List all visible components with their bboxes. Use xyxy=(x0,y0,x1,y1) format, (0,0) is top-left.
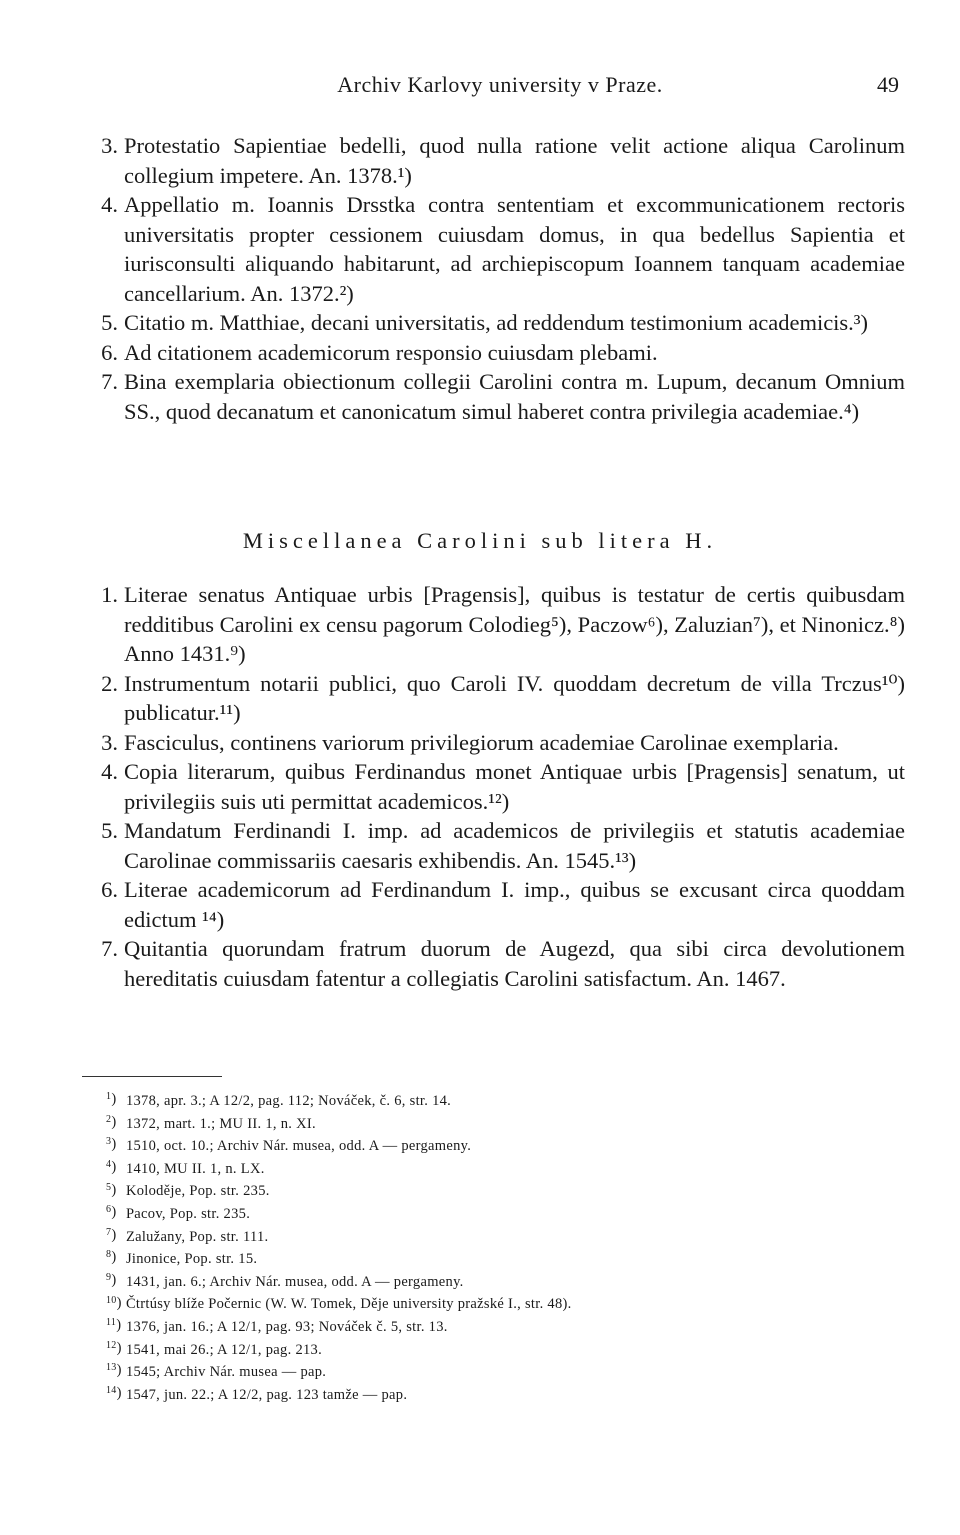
footnote xyxy=(106,1361,906,1384)
archive-entry xyxy=(90,728,905,758)
archive-entry xyxy=(90,131,905,190)
footnote xyxy=(106,1339,906,1362)
entry-text: Mandatum Ferdinandi I. imp. ad academicos de privilegiis et statutis academiae Carolinae commissariis caesaris exhibendis. An. 1545.¹³) xyxy=(124,818,905,873)
archive-entry-list-1 xyxy=(90,131,905,426)
entry-text: Literae senatus Antiquae urbis [Pragensis], quibus is testatur de certis quibusdam redditibus Carolini ex censu pagorum Colodieg⁵), Paczow⁶), Zaluzian⁷), et Ninonicz.⁸) Anno 1431.⁹) xyxy=(124,582,905,666)
footnote xyxy=(106,1248,906,1271)
footnote xyxy=(106,1113,906,1136)
footnote-mark: 3 ) xyxy=(106,1142,122,1144)
entry-text: Ad citationem academicorum responsio cuiusdam plebami. xyxy=(124,339,658,365)
section-heading: Miscellanea Carolini sub litera H. xyxy=(242,528,718,553)
footnote-mark: 10 ) xyxy=(106,1301,122,1303)
footnote-mark: 4 ) xyxy=(106,1165,122,1167)
entry-text: Copia literarum, quibus Ferdinandus monet Antiquae urbis [Pragensis] senatum, ut privilegiis suis uti permittat academicos.¹²) xyxy=(124,759,905,814)
footnote-mark: 2 ) xyxy=(106,1120,122,1122)
archive-entry xyxy=(90,190,905,308)
footnote-text: Zalužany, Pop. str. 111. xyxy=(125,1228,269,1245)
footnote-mark: 14 ) xyxy=(106,1391,122,1393)
archive-entry xyxy=(90,669,905,728)
footnote-text: 1410, MU II. 1, n. LX. xyxy=(125,1160,265,1177)
entry-text: Citatio m. Matthiae, decani universitatis, ad reddendum testimonium academicis.³) xyxy=(124,310,869,335)
footnote xyxy=(106,1226,906,1249)
archive-entry xyxy=(90,367,905,426)
footnote-mark: 8 ) xyxy=(106,1255,122,1257)
footnote-divider xyxy=(82,1076,222,1077)
entry-text: Instrumentum notarii publici, quo Caroli IV. quoddam decretum de villa Trczus¹⁰) publicatur.¹¹) xyxy=(124,670,905,725)
entry-number: 7. xyxy=(101,936,118,961)
footnote xyxy=(106,1384,906,1407)
footnote-text: 1372, mart. 1.; MU II. 1, n. XI. xyxy=(125,1115,316,1132)
entry-number: 3. xyxy=(101,133,118,158)
footnote xyxy=(106,1316,906,1339)
archive-entry-list-2 xyxy=(90,580,905,993)
entry-number: 4. xyxy=(101,192,118,217)
footnote-text: 1545; Archiv Nár. musea — pap. xyxy=(125,1364,327,1381)
footnote-mark: 9 ) xyxy=(106,1278,122,1280)
footnotes xyxy=(106,1090,906,1406)
archive-entry xyxy=(90,308,905,338)
entry-text: Fasciculus, continens variorum privilegiorum academiae Carolinae exemplaria. xyxy=(124,729,839,755)
entry-number: 6. xyxy=(101,339,118,365)
entry-number: 5. xyxy=(101,818,118,843)
entry-text: Quitantia quorundam fratrum duorum de Augezd, qua sibi circa devolutionem hereditatis cuiusdam fatentur a collegiatis Carolini satisfactum. An. 1467. xyxy=(124,936,905,991)
entry-text: Literae academicorum ad Ferdinandum I. imp., quibus se excusant circa quoddam edictum ¹⁴) xyxy=(124,877,905,932)
entry-number: 4. xyxy=(101,759,118,784)
footnote-mark: 1 ) xyxy=(106,1097,122,1099)
footnote-mark: 5 ) xyxy=(106,1188,122,1190)
entry-text: Protestatio Sapientiae bedelli, quod nulla ratione velit actione aliqua Carolinum collegium impetere. An. 1378.¹) xyxy=(124,133,905,188)
entry-number: 3. xyxy=(101,729,118,755)
page-number: 49 xyxy=(877,72,899,97)
footnote-text: 1541, mai 26.; A 12/1, pag. 213. xyxy=(125,1341,323,1358)
footnote-text: Pacov, Pop. str. 235. xyxy=(125,1205,251,1222)
archive-entry xyxy=(90,338,905,368)
footnote-text: 1376, jan. 16.; A 12/1, pag. 93; Nováček č. 5, str. 13. xyxy=(125,1318,448,1335)
footnote xyxy=(106,1271,906,1294)
footnote-mark: 6 ) xyxy=(106,1210,122,1212)
running-title: Archiv Karlovy university v Praze. xyxy=(337,72,663,97)
footnote-mark: 13 ) xyxy=(106,1368,122,1370)
footnote-mark: 12 ) xyxy=(106,1346,122,1348)
entry-number: 1. xyxy=(101,582,118,607)
page-header xyxy=(95,72,905,106)
footnote xyxy=(106,1090,906,1113)
entry-number: 6. xyxy=(101,877,118,902)
footnote-text: Čtrtúsy blíže Počernic (W. W. Tomek, Děje university pražské I., str. 48). xyxy=(125,1296,572,1313)
footnote xyxy=(106,1158,906,1181)
footnote xyxy=(106,1135,906,1158)
footnote-text: Koloděje, Pop. str. 235. xyxy=(125,1183,270,1200)
footnote-mark: 7 ) xyxy=(106,1233,122,1235)
footnote xyxy=(106,1203,906,1226)
footnote xyxy=(106,1293,906,1316)
archive-entry xyxy=(90,580,905,669)
footnote-text: 1510, oct. 10.; Archiv Nár. musea, odd. A — pergameny. xyxy=(125,1138,472,1155)
entry-number: 5. xyxy=(101,310,118,335)
archive-entry xyxy=(90,934,905,993)
archive-entry xyxy=(90,816,905,875)
archive-entry xyxy=(90,757,905,816)
footnote-text: Jinonice, Pop. str. 15. xyxy=(125,1251,258,1268)
entry-text: Bina exemplaria obiectionum collegii Carolini contra m. Lupum, decanum Omnium SS., quod decanatum et canonicatum simul haberet contra privilegia academiae.⁴) xyxy=(124,369,905,424)
entry-number: 2. xyxy=(101,670,118,696)
archive-entry xyxy=(90,875,905,934)
footnote-text: 1547, jun. 22.; A 12/2, pag. 123 tamže — pap. xyxy=(125,1386,408,1403)
entry-number: 7. xyxy=(101,369,118,394)
footnote-text: 1431, jan. 6.; Archiv Nár. musea, odd. A — pergameny. xyxy=(125,1273,464,1290)
footnote-mark: 11 ) xyxy=(106,1323,122,1325)
footnote xyxy=(106,1180,906,1203)
footnote-text: 1378, apr. 3.; A 12/2, pag. 112; Nováček, č. 6, str. 14. xyxy=(125,1093,452,1109)
entry-text: Appellatio m. Ioannis Drsstka contra sententiam et excommunicationem rectoris universitatis propter cessionem cuiusdam domus, in qua bedellus Sapientia et iurisconsulti aliquando habitarunt, ad archiepiscopum Ioannem tanquam academiae cancellarium. An. 1372.²) xyxy=(124,192,905,306)
